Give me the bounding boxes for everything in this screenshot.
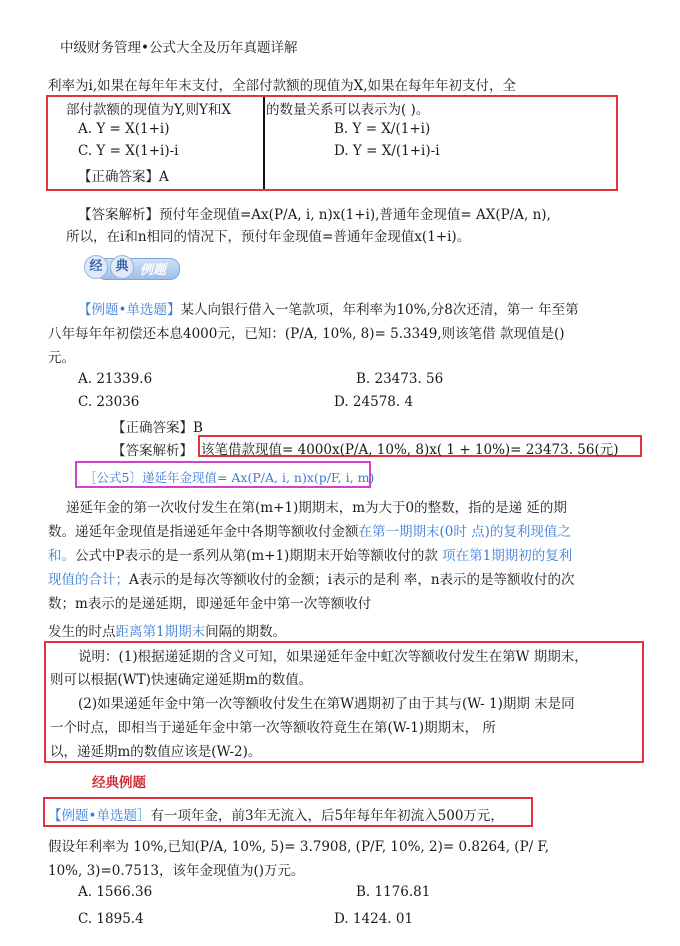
q3-tag: 【例题•单选题］ bbox=[48, 808, 151, 824]
page-header: 中级财务管理•公式大全及历年真题详解 bbox=[60, 40, 298, 56]
badge-char2: 典 bbox=[110, 255, 134, 279]
q2-tag: 【例题•单选题】 bbox=[78, 302, 181, 318]
q2-option-d: D. 24578. 4 bbox=[334, 394, 414, 410]
q1-stem-line2-right: 的数量关系可以表示为( )。 bbox=[266, 102, 430, 118]
q3-option-a: A. 1566.36 bbox=[78, 884, 153, 900]
q2-analysis-formula: 该笔借款现值= 4000x(P/A, 10%, 8)x( 1 + 10%)= 23473. 56(元) bbox=[201, 442, 619, 458]
desc-line3-blue2: 项在第1期期初的复利 bbox=[437, 548, 573, 564]
q2-stem-line1-rest: 某人向银行借入一笔款项，年利率为10%,分8次还清，第一 年至第 bbox=[180, 302, 579, 318]
q2-option-c: C. 23036 bbox=[78, 394, 140, 410]
desc-line3 bbox=[48, 544, 572, 564]
desc-line4 bbox=[48, 568, 575, 588]
q1-analysis-line1: 【答案解析】预付年金现值=Ax(P/A, i, n)x(1+i),普通年金现值= AX(P/A, n), bbox=[78, 207, 551, 223]
q3-stem-line2: 假设年利率为 10%,已知(P/A, 10%, 5)= 3.7908, (P/F, 10%, 2)= 0.8264, (P/ F, bbox=[48, 839, 550, 855]
q1-stem-line2-left: 部付款额的现值为Y,则Y和X bbox=[66, 102, 231, 118]
desc-line3-blue1: 和。 bbox=[48, 548, 75, 564]
desc-line2-blue: 在第一期期末(0时 点)的复利现值之 bbox=[358, 524, 571, 540]
note-line5: 以，递延期m的数值应该是(W-2)。 bbox=[50, 744, 262, 760]
q1-option-c: C. Y = X(1+i)-i bbox=[78, 143, 179, 159]
q2-answer: 【正确答案】B bbox=[112, 420, 203, 436]
desc-line6-black1: 发生的时点 bbox=[48, 624, 116, 640]
q1-option-d: D. Y = X/(1+i)-i bbox=[334, 143, 440, 159]
desc-line3-black: 公式中P表示的是一系列从第(m+1)期期末开始等额收付的款 bbox=[75, 548, 438, 564]
q1-stem-line1: 利率为i,如果在每年年末支付，全部付款额的现值为X,如果在每年年初支付，全 bbox=[48, 78, 517, 94]
desc-line4-blue: 现值的合计； bbox=[48, 572, 129, 588]
q3-stem-line3: 10%, 3)=0.7513，该年金现值为()万元。 bbox=[48, 863, 305, 879]
q1-analysis-line2: 所以，在i和n相同的情况下，预付年金现值=普通年金现值x(1+i)。 bbox=[66, 229, 471, 245]
badge-text: 例题 bbox=[140, 263, 167, 278]
desc-line6 bbox=[48, 620, 286, 640]
desc-line5: 数；m表示的是递延期，即递延年金中第一次等额收付 bbox=[48, 596, 372, 612]
badge-pill bbox=[96, 258, 180, 280]
badge-char1: 经 bbox=[84, 255, 108, 279]
q2-option-a: A. 21339.6 bbox=[78, 371, 153, 387]
q2-stem-line1 bbox=[78, 298, 579, 318]
section2-title: 经典例题 bbox=[92, 775, 146, 791]
q2-option-b: B. 23473. 56 bbox=[356, 371, 444, 387]
q1-divider bbox=[263, 97, 265, 189]
desc-line6-blue: 距离第1期期末 bbox=[115, 624, 206, 640]
note-line3: (2)如果递延年金中第一次等额收付发生在第W遇期初了由于其与(W- 1)期期 末是同 bbox=[78, 696, 575, 712]
classic-example-badge bbox=[82, 252, 180, 282]
q2-stem-line2: 八年每年年初偿还本息4000元，已知：(P/A, 10%, 8)= 5.3349,则该笔借 款现值是() bbox=[48, 326, 565, 342]
q3-option-c: C. 1895.4 bbox=[78, 911, 144, 927]
q3-stem-line1-rest: 有一项年金，前3年无流入，后5年每年年初流入500万元， bbox=[150, 808, 504, 824]
note-line2: 则可以根据(WT)快速确定递延期m的数值。 bbox=[50, 672, 313, 688]
q2-stem-line3: 元。 bbox=[48, 350, 75, 366]
desc-line2 bbox=[48, 520, 571, 540]
q1-answer: 【正确答案】A bbox=[78, 169, 169, 185]
formula5-text: ［公式5〕递延年金现值= Ax(P/A, i, n)x(p/F, i, m) bbox=[84, 470, 375, 485]
desc-line2-black: 数。递延年金现值是指递延年金中各期等额收付金额 bbox=[48, 524, 359, 540]
desc-line6-black2: 间隔的期数。 bbox=[205, 624, 287, 640]
q3-stem-line1 bbox=[48, 804, 504, 824]
q1-option-a: A. Y = X(1+i) bbox=[78, 121, 170, 137]
q3-option-d: D. 1424. 01 bbox=[334, 911, 414, 927]
q2-analysis-label: 【答案解析】 bbox=[112, 443, 193, 459]
q3-option-b: B. 1176.81 bbox=[356, 884, 431, 900]
q1-option-b: B. Y = X/(1+i) bbox=[334, 121, 431, 137]
desc-line4-black: A表示的是每次等额收付的金额；i表示的是利 率，n表示的是等额收付的次 bbox=[129, 572, 575, 588]
desc-line1: 递延年金的第一次收付发生在第(m+1)期期末，m为大于0的整数，指的是递 延的期 bbox=[66, 500, 567, 516]
note-line1: 说明：(1)根据递延期的含义可知，如果递延年金中虹次等额收付发生在第W 期期末， bbox=[78, 649, 588, 665]
note-line4: 一个时点，即相当于递延年金中第一次等额收符竟生在第(W-1)期期末， 所 bbox=[50, 720, 496, 736]
